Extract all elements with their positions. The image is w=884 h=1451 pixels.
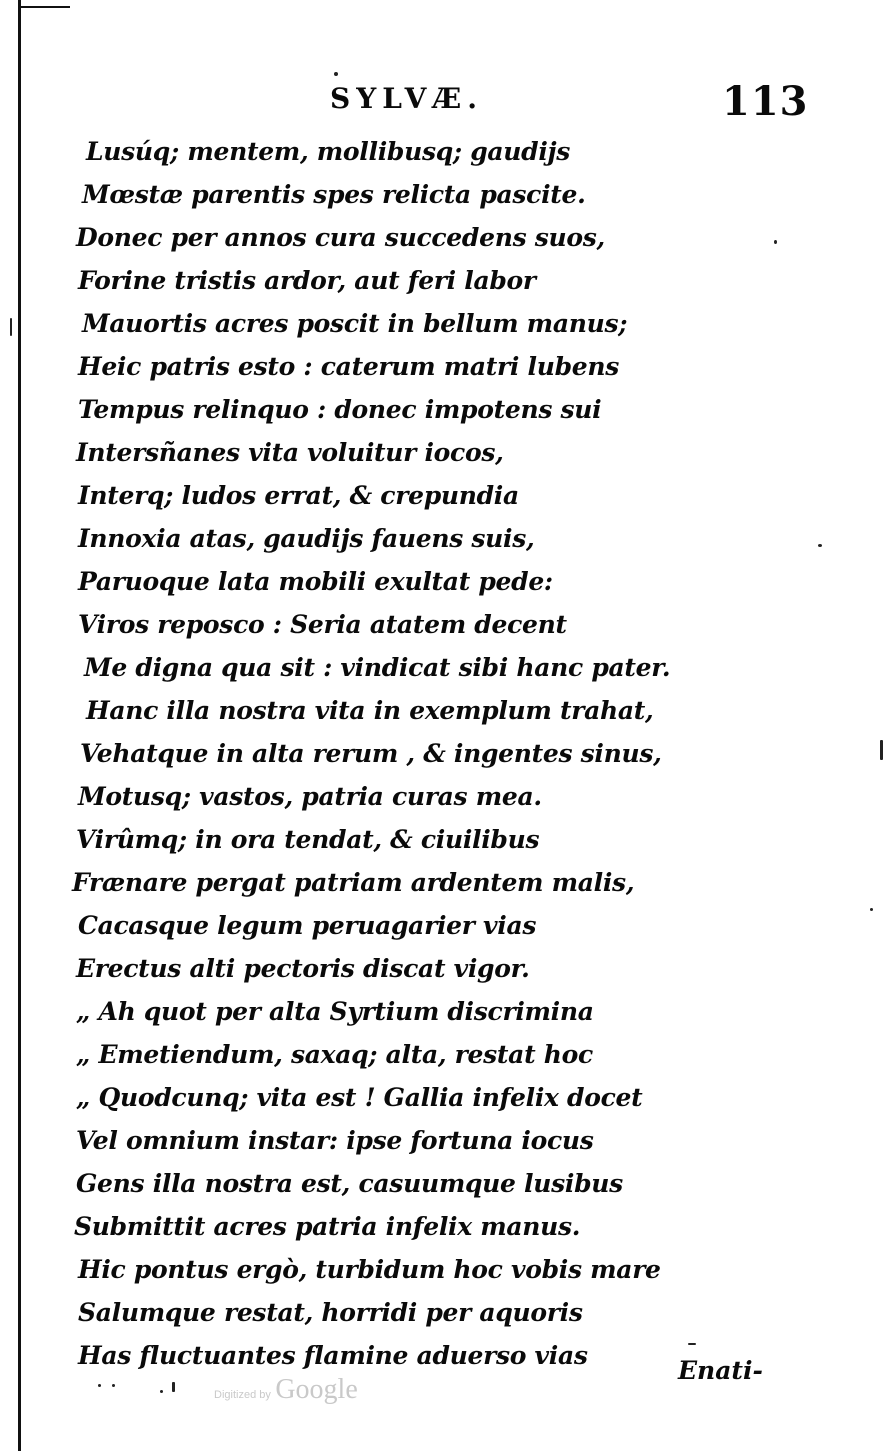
running-head: SYLVÆ.: [330, 82, 484, 115]
verse-line: Virûmq; in ora tendat, & ciuilibus: [76, 825, 540, 854]
verse-line: Viros reposco : Seria atatem decent: [78, 610, 567, 639]
verse-line: Motusq; vastos, patria curas mea.: [78, 782, 542, 811]
ink-speck: [112, 1384, 115, 1387]
verse-line: Intersñanes vita voluitur iocos,: [76, 438, 504, 467]
verse-line: Vehatque in alta rerum , & ingentes sinus,: [80, 739, 662, 768]
verse-line: Vel omnium instar: ipse fortuna iocus: [76, 1126, 594, 1155]
verse-line: Mauortis acres poscit in bellum manus;: [82, 309, 628, 338]
google-logo: Google: [275, 1374, 358, 1405]
ink-speck: [10, 318, 12, 336]
digitized-watermark: [214, 1374, 358, 1406]
top-corner-rule: [18, 6, 70, 8]
ink-speck: [334, 72, 338, 76]
verse-line: Heic patris esto : caterum matri lubens: [78, 352, 620, 381]
catchword: Enati-: [678, 1356, 763, 1385]
ink-speck: [818, 544, 822, 547]
verse-line: Frænare pergat patriam ardentem malis,: [72, 868, 635, 897]
verse-line: Gens illa nostra est, casuumque lusibus: [76, 1169, 623, 1198]
verse-line: Hanc illa nostra vita in exemplum trahat,: [86, 696, 654, 725]
verse-line: „ Emetiendum, saxaq; alta, restat hoc: [76, 1040, 593, 1069]
verse-line: Mœstæ parentis spes relicta pascite.: [82, 180, 586, 209]
binding-edge-rule: [18, 0, 21, 1451]
verse-block: [72, 130, 712, 1377]
ink-speck: [688, 1343, 696, 1345]
verse-line: Me digna qua sit : vindicat sibi hanc pater.: [84, 653, 671, 682]
ink-speck: [880, 740, 883, 760]
verse-line: Donec per annos cura succedens suos,: [76, 223, 605, 252]
verse-line: Innoxia atas, gaudijs fauens suis,: [78, 524, 535, 553]
verse-line: Salumque restat, horridi per aquoris: [78, 1298, 583, 1327]
ink-speck: [98, 1384, 101, 1387]
page-number: 113: [722, 78, 809, 125]
verse-line: Tempus relinquo : donec impotens sui: [78, 395, 602, 424]
watermark-prefix: Digitized by: [214, 1389, 271, 1401]
verse-line: „ Quodcunq; vita est ! Gallia infelix docet: [76, 1083, 643, 1112]
verse-line: Cacasque legum peruagarier vias: [78, 911, 537, 940]
ink-speck: [870, 908, 873, 911]
verse-line: Hic pontus ergò, turbidum hoc vobis mare: [78, 1255, 661, 1284]
ink-speck: [160, 1390, 163, 1393]
verse-line: Lusúq; mentem, mollibusq; gaudijs: [86, 137, 571, 166]
ink-speck: [172, 1382, 175, 1392]
verse-line: Forine tristis ardor, aut feri labor: [78, 266, 536, 295]
verse-line: Submittit acres patria infelix manus.: [74, 1212, 581, 1241]
verse-line: „ Ah quot per alta Syrtium discrimina: [76, 997, 594, 1026]
verse-line: Paruoque lata mobili exultat pede:: [78, 567, 553, 596]
ink-speck: [774, 240, 777, 244]
verse-line: Interq; ludos errat, & crepundia: [78, 481, 519, 510]
verse-line: Has fluctuantes flamine aduerso vias: [78, 1341, 588, 1370]
verse-line: Erectus alti pectoris discat vigor.: [76, 954, 530, 983]
